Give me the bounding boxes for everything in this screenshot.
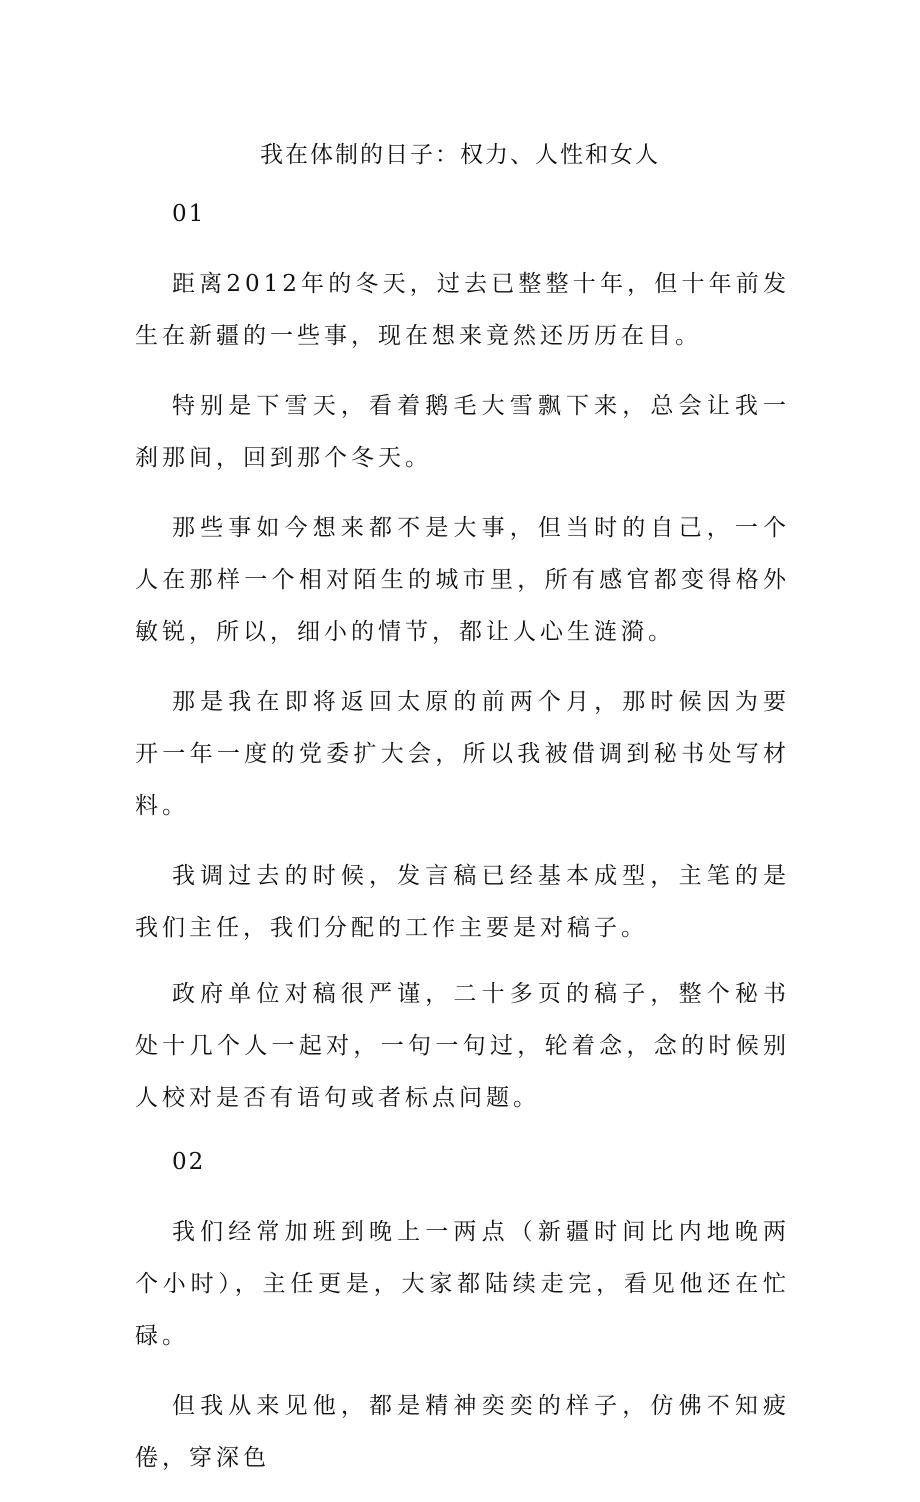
section-number: 02 xyxy=(172,1149,206,1175)
paragraph: 我调过去的时候，发言稿已经基本成型，主笔的是我们主任，我们分配的工作主要是对稿子。 xyxy=(135,863,790,941)
paragraph: 距离2012年的冬天，过去已整整十年，但十年前发生在新疆的一些事，现在想来竟然还历历在目。 xyxy=(135,271,790,349)
document-title: 我在体制的日子：权力、人性和女人 xyxy=(260,142,660,168)
paragraph: 特别是下雪天，看着鹅毛大雪飘下来，总会让我一刹那间，回到那个冬天。 xyxy=(135,393,790,471)
section-number: 01 xyxy=(172,201,206,227)
document-body xyxy=(135,194,790,1502)
paragraph: 但我从来见他，都是精神奕奕的样子，仿佛不知疲倦，穿深色 xyxy=(135,1393,790,1471)
paragraph: 我们经常加班到晚上一两点（新疆时间比内地晚两个小时），主任更是，大家都陆续走完，看见他还在忙碌。 xyxy=(135,1219,790,1349)
paragraph: 那是我在即将返回太原的前两个月，那时候因为要开一年一度的党委扩大会，所以我被借调到秘书处写材料。 xyxy=(135,689,790,819)
paragraph: 那些事如今想来都不是大事，但当时的自己，一个人在那样一个相对陌生的城市里，所有感官都变得格外敏锐，所以，细小的情节，都让人心生涟漪。 xyxy=(135,515,790,645)
paragraph: 政府单位对稿很严谨，二十多页的稿子，整个秘书处十几个人一起对，一句一句过，轮着念，念的时候别人校对是否有语句或者标点问题。 xyxy=(135,981,790,1111)
